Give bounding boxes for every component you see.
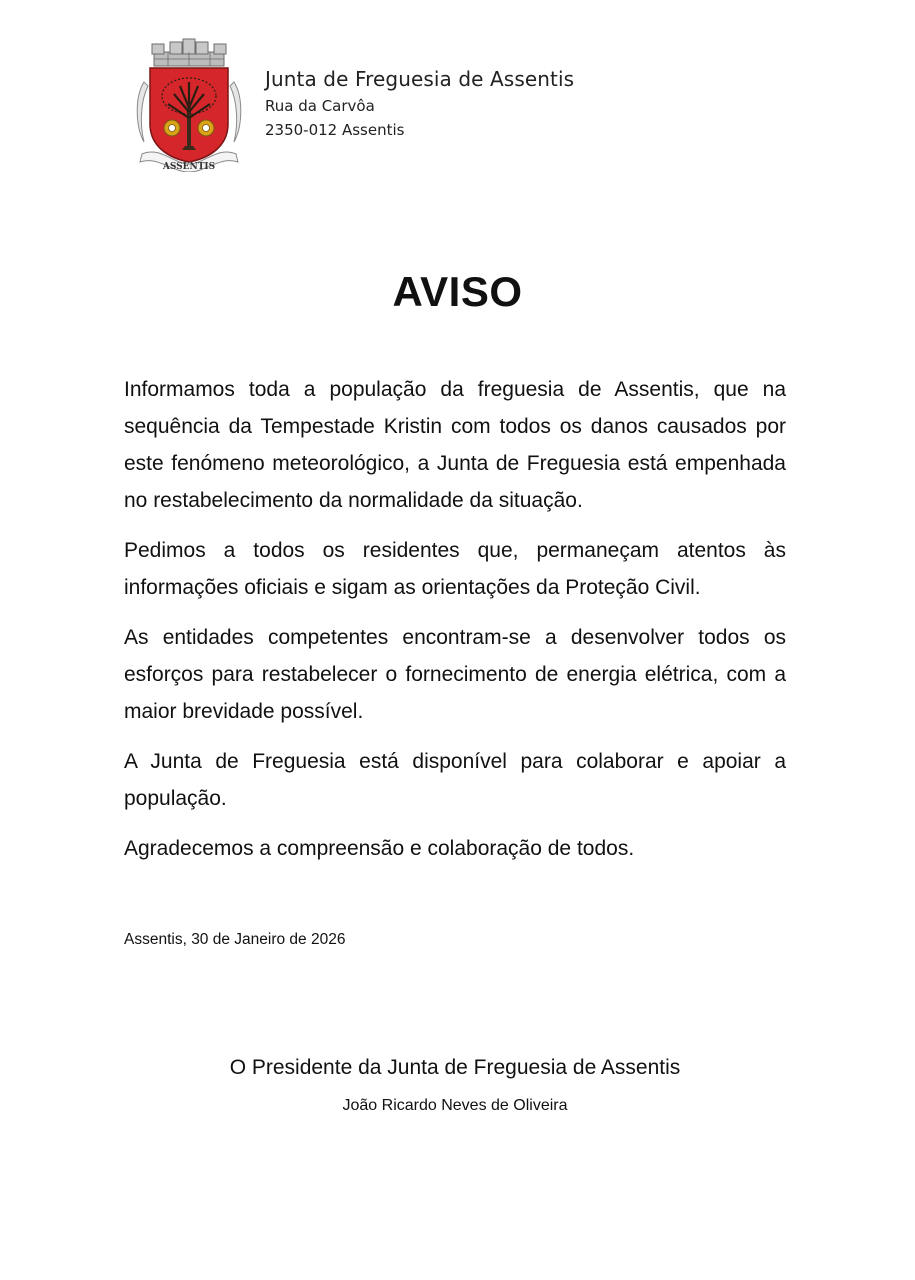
notice-paragraph: Informamos toda a população da freguesia de Assentis, que na sequência da Tempestade Kristin com todos os danos causados por este fenómeno meteorológico, a Junta de Freguesia está empenhada no restabelecimento da normalidade da situação. [124, 378, 786, 512]
coat-of-arms-icon [130, 38, 248, 172]
notice-paragraph: A Junta de Freguesia está disponível para colaborar e apoiar a população. [124, 750, 786, 810]
address-street: Rua da Carvôa [265, 97, 375, 115]
letterhead [265, 64, 574, 142]
crest-motto: ASSENTIS [162, 162, 216, 172]
notice-paragraph: As entidades competentes encontram-se a desenvolver todos os esforços para restabelecer o fornecimento de energia elétrica, com a maior brevidade possível. [124, 626, 786, 723]
mural-crown [152, 39, 226, 66]
notice-paragraph: Pedimos a todos os residentes que, permaneçam atentos às informações oficiais e sigam as orientações da Proteção Civil. [124, 539, 786, 599]
date-line: Assentis, 30 de Janeiro de 2026 [124, 931, 346, 948]
notice-paragraph: Agradecemos a compreensão e colaboração de todos. [124, 837, 635, 860]
signatory-name: João Ricardo Neves de Oliveira [342, 1097, 568, 1114]
notice-body [124, 371, 786, 880]
notice-title: AVISO [392, 268, 523, 315]
address-postal: 2350-012 Assentis [265, 121, 405, 139]
organization-name: Junta de Freguesia de Assentis [265, 67, 575, 91]
signatory-role: O Presidente da Junta de Freguesia de Assentis [229, 1056, 681, 1079]
